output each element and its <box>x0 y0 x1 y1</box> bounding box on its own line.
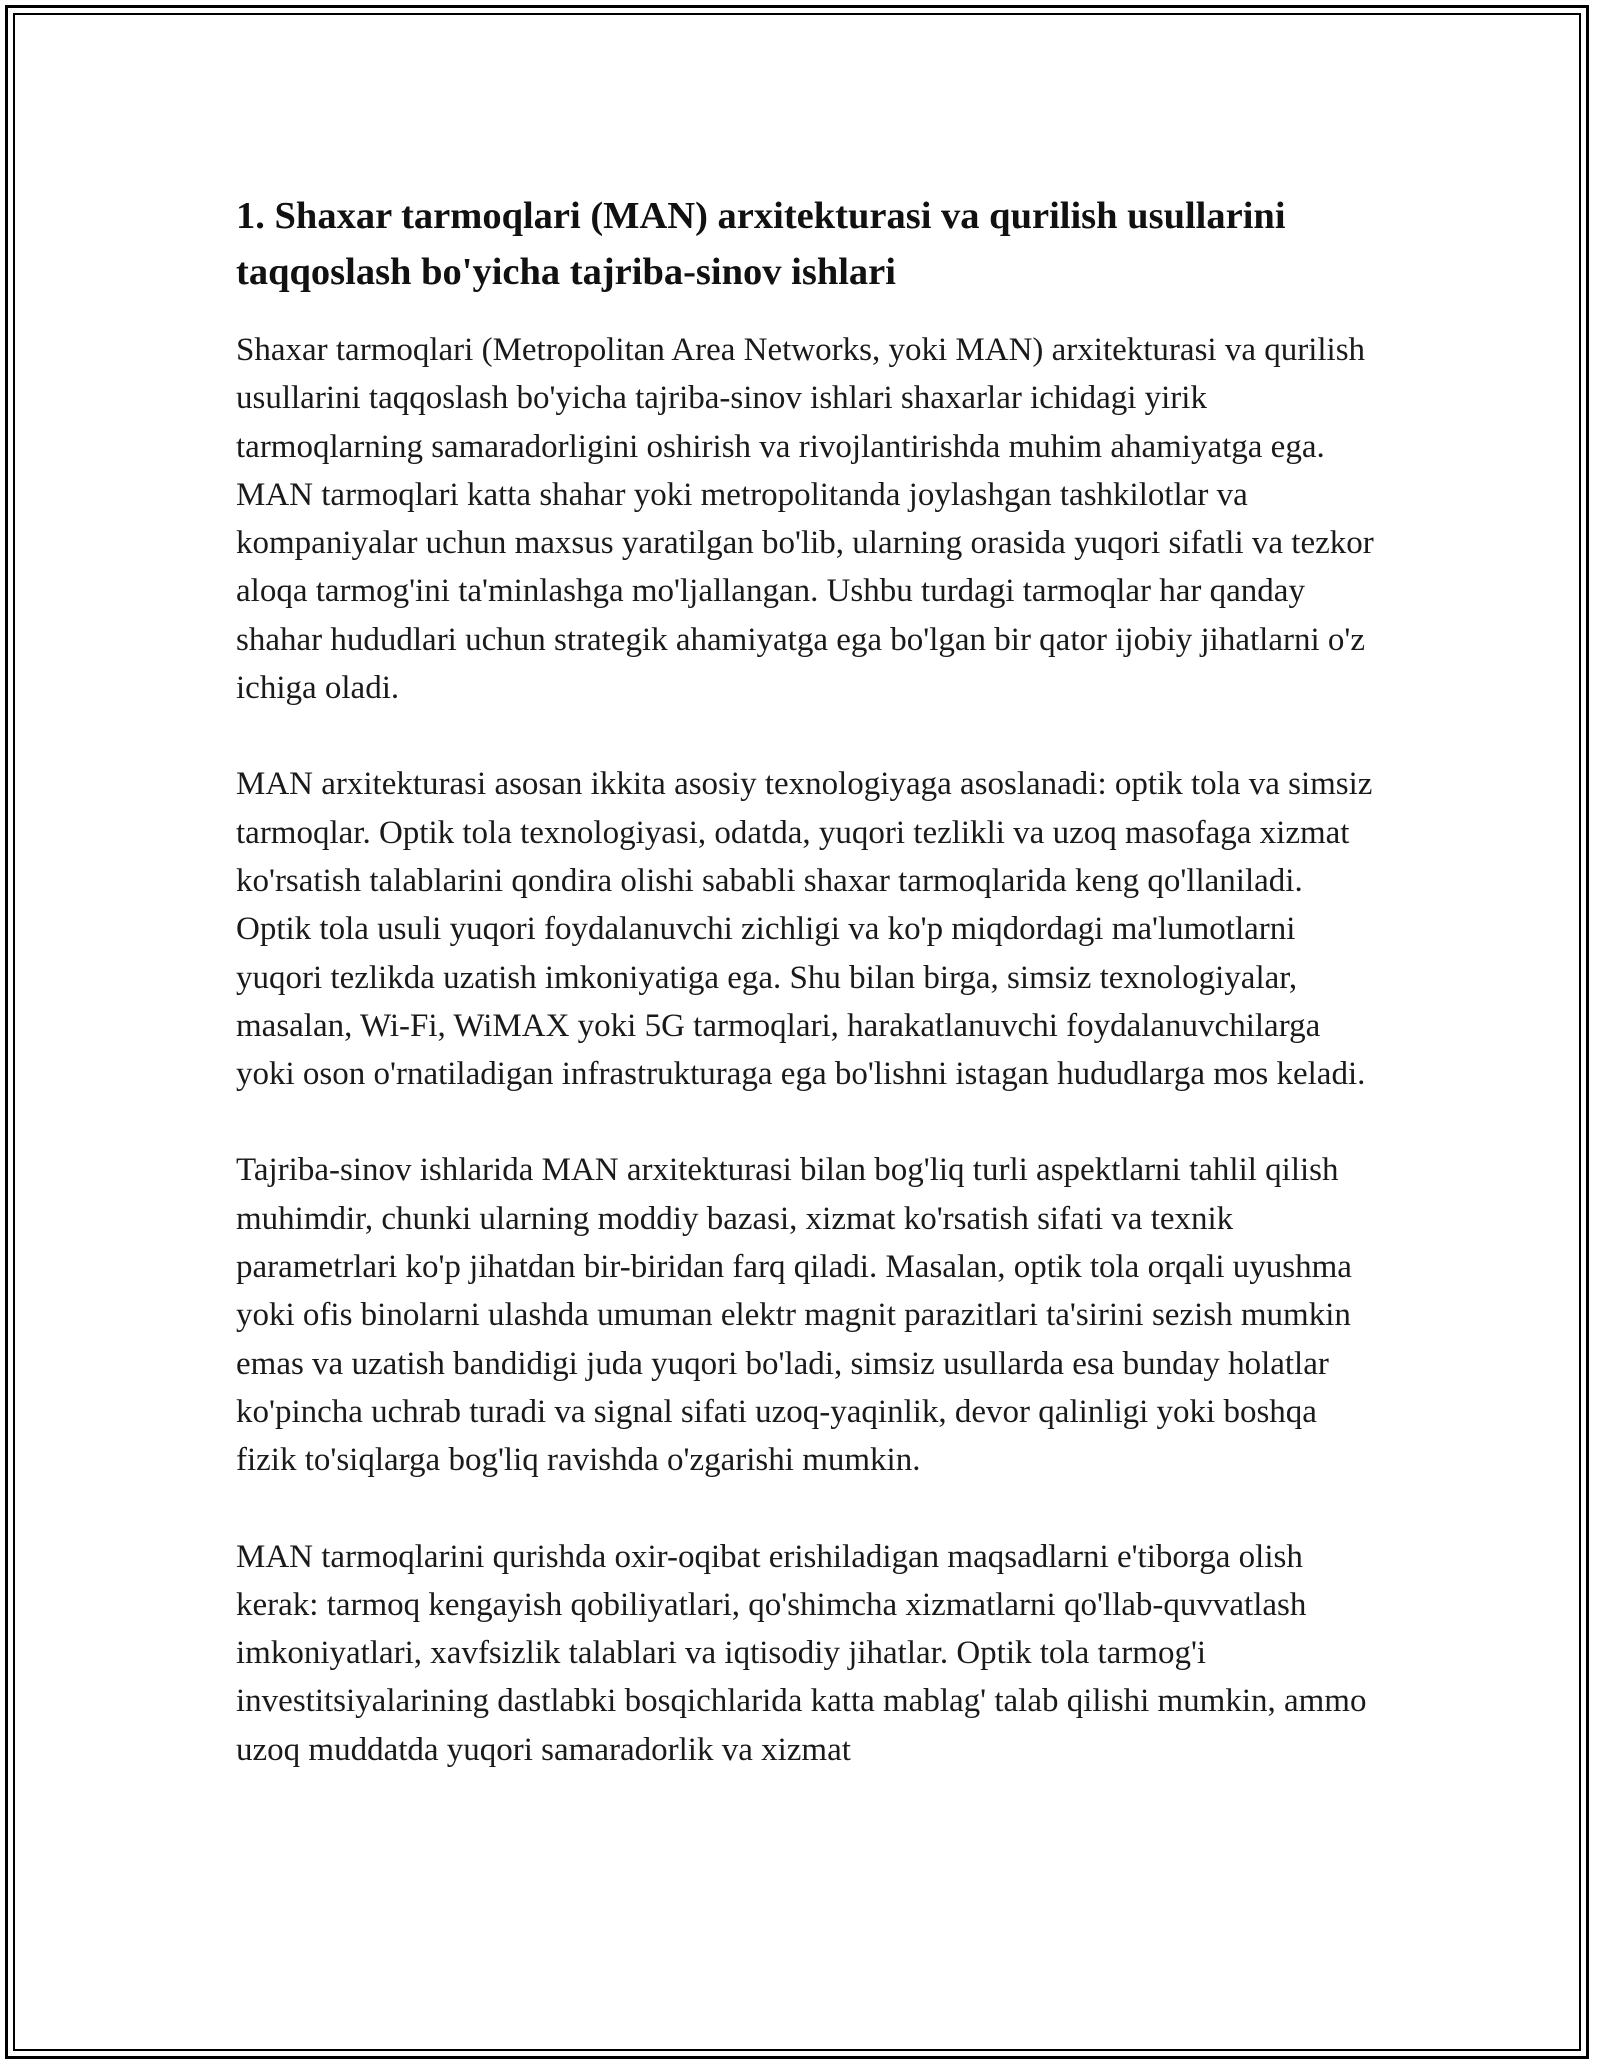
document-body <box>236 188 1376 1822</box>
paragraph-3: Tajriba-sinov ishlarida MAN arxitekturasi bilan bog'liq turli aspektlarni tahlil qilish muhimdir, chunki ularning moddiy bazasi, xizmat ko'rsatish sifati va texnik parametrlari ko'p jihatdan bir-biridan farq qiladi. Masalan, optik tola orqali uyushma yoki ofis binolarni ulashda umuman elektr magnit parazitlari ta'sirini sezish mumkin emas va uzatish bandidigi juda yuqori bo'ladi, simsiz usullarda esa bunday holatlar ko'pincha uchrab turadi va signal sifati uzoq-yaqinlik, devor qalinligi yoki boshqa fizik to'siqlarga bog'liq ravishda o'zgarishi mumkin. <box>236 1152 1352 1479</box>
paragraph-4: MAN tarmoqlarini qurishda oxir-oqibat erishiladigan maqsadlarni e'tiborga olish kerak: tarmoq kengayish qobiliyatlari, qo'shimcha xizmatlarni qo'llab-quvvatlash imkoniyatlari, xavfsizlik talablari va iqtisodiy jihatlar. Optik tola tarmog'i investitsiyalarining dastlabki bosqichlarida katta mablag' talab qilishi mumkin, ammo uzoq muddatda yuqori samaradorlik va xizmat <box>236 1538 1367 1768</box>
paragraph-2: MAN arxitekturasi asosan ikkita asosiy texnologiyaga asoslanadi: optik tola va simsiz tarmoqlar. Optik tola texnologiyasi, odatda, yuqori tezlikli va uzoq masofaga xizmat ko'rsatish talablarini qondira olishi sababli shaxar tarmoqlarida keng qo'llaniladi. Optik tola usuli yuqori foydalanuvchi zichligi va ko'p miqdordagi ma'lumotlarni yuqori tezlikda uzatish imkoniyatiga ega. Shu bilan birga, simsiz texnologiyalar, masalan, Wi-Fi, WiMAX yoki 5G tarmoqlari, harakatlanuvchi foydalanuvchilarga yoki oson o'rnatiladigan infrastrukturaga ega bo'lishni istagan hududlarga mos keladi. <box>236 766 1373 1093</box>
section-title: 1. Shaxar tarmoqlari (MAN) arxitekturasi va qurilish usullarini taqqoslash bo'yicha tajriba-sinov ishlari <box>236 195 1286 293</box>
paragraph-1: Shaxar tarmoqlari (Metropolitan Area Networks, yoki MAN) arxitekturasi va qurilish usullarini taqqoslash bo'yicha tajriba-sinov ishlari shaxarlar ichidagi yirik tarmoqlarning samaradorligini oshirish va rivojlantirishda muhim ahamiyatga ega. MAN tarmoqlari katta shahar yoki metropolitanda joylashgan tashkilotlar va kompaniyalar uchun maxsus yaratilgan bo'lib, ularning orasida yuqori sifatli va tezkor aloqa tarmog'ini ta'minlashga mo'ljallangan. Ushbu turdagi tarmoqlar har qanday shahar hududlari uchun strategik ahamiyatga ega bo'lgan bir qator ijobiy jihatlarni o'z ichiga oladi. <box>236 332 1374 707</box>
